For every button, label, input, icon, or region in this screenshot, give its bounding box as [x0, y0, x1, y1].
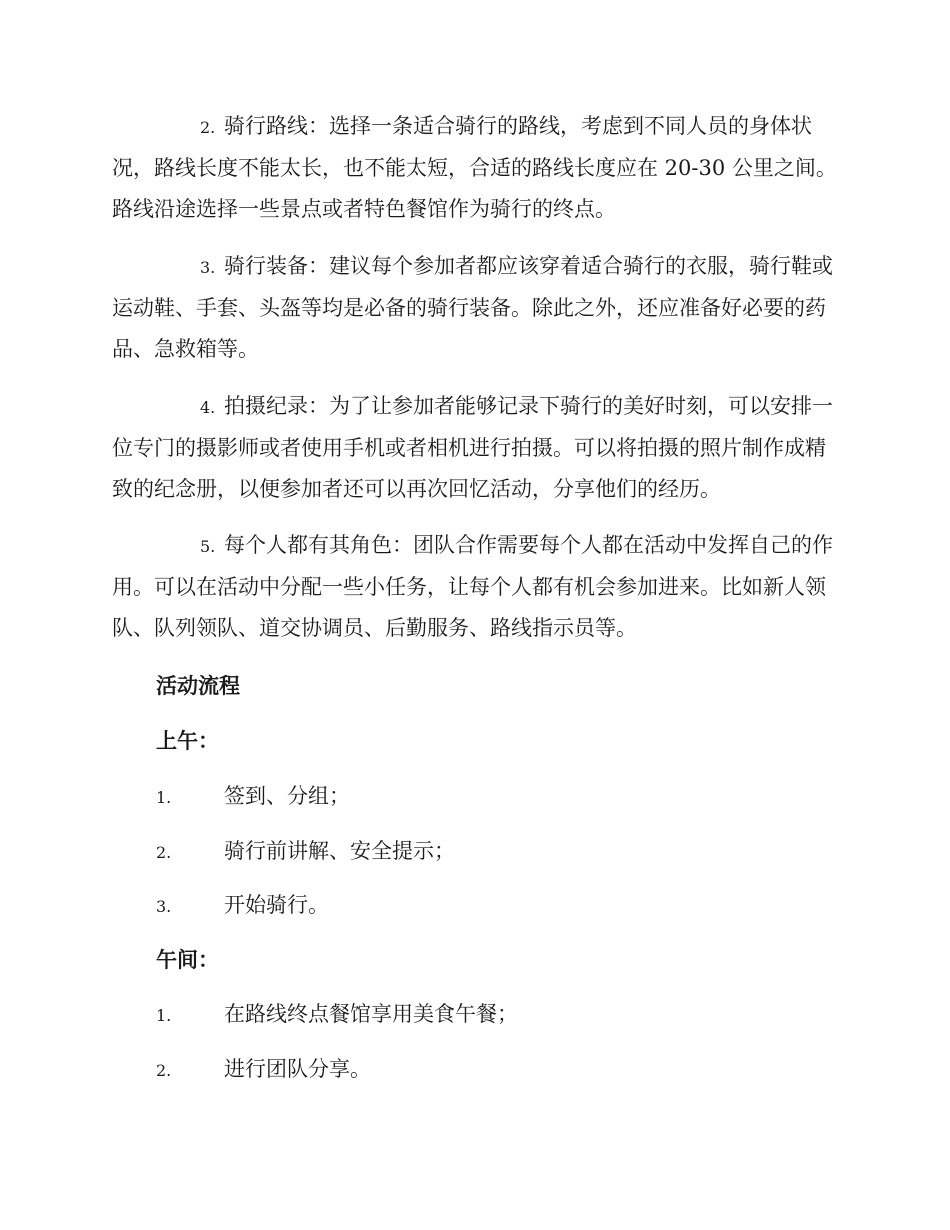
paragraph-text: 每个人都有其角色：团队合作需要每个人都在活动中发挥自己的作用。可以在活动中分配一些小任务，让每个人都有机会参加进来。比如新人领队、队列领队、道交协调员、后勤服务、路线指示员等。 — [112, 533, 833, 640]
list-item — [156, 890, 329, 922]
paragraph-equipment — [112, 246, 842, 370]
list-item-text: 在路线终点餐馆享用美食午餐； — [224, 1002, 518, 1026]
list-item — [156, 836, 455, 868]
section-heading-noon: 午间： — [156, 947, 219, 972]
list-number: 2. — [156, 843, 172, 862]
list-number: 2. — [156, 1061, 172, 1080]
list-item-text: 签到、分组； — [224, 784, 350, 808]
list-item-text: 骑行前讲解、安全提示； — [224, 839, 455, 863]
paragraph-photography — [112, 386, 842, 510]
list-number: 2. — [200, 118, 216, 137]
paragraph-roles — [112, 525, 842, 649]
list-item-text: 开始骑行。 — [224, 893, 329, 917]
section-heading-morning: 上午： — [156, 728, 219, 753]
list-number: 1. — [156, 788, 172, 807]
list-number: 5. — [200, 537, 216, 556]
list-item — [156, 1054, 371, 1086]
list-number: 3. — [200, 258, 216, 277]
paragraph-text: 骑行装备：建议每个参加者都应该穿着适合骑行的衣服，骑行鞋或运动鞋、手套、头盔等均是必备的骑行装备。除此之外，还应准备好必要的药品、急救箱等。 — [112, 254, 833, 361]
section-heading-process: 活动流程 — [156, 673, 240, 698]
list-item — [156, 999, 518, 1031]
paragraph-route — [112, 106, 842, 230]
paragraph-text: 骑行路线：选择一条适合骑行的路线，考虑到不同人员的身体状况，路线长度不能太长，也不能太短，合适的路线长度应在 20-30 公里之间。路线沿途选择一些景点或者特色餐馆作为骑行的终点。 — [112, 114, 837, 221]
list-item — [156, 781, 350, 813]
list-item-text: 进行团队分享。 — [224, 1057, 371, 1081]
paragraph-text: 拍摄纪录：为了让参加者能够记录下骑行的美好时刻，可以安排一位专门的摄影师或者使用手机或者相机进行拍摄。可以将拍摄的照片制作成精致的纪念册，以便参加者还可以再次回忆活动，分享他们的经历。 — [112, 394, 833, 501]
list-number: 1. — [156, 1006, 172, 1025]
list-number: 3. — [156, 897, 172, 916]
list-number: 4. — [200, 398, 216, 417]
